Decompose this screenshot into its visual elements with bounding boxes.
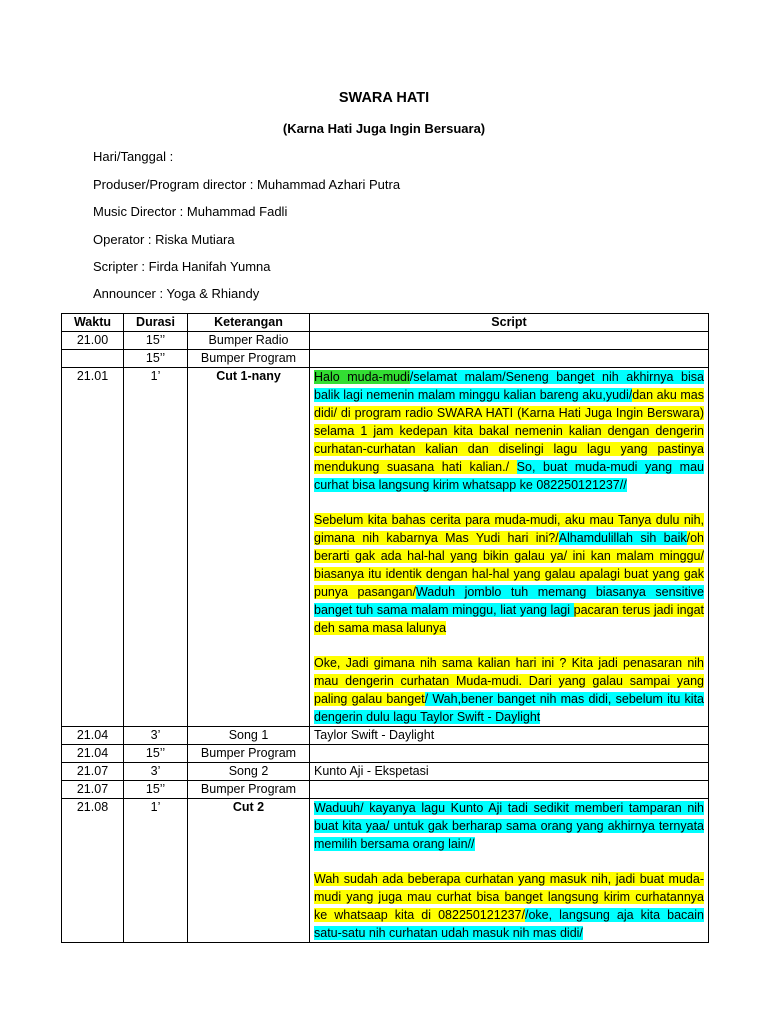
table-row	[62, 781, 709, 799]
cell-keterangan: Bumper Program	[188, 350, 310, 368]
cell-waktu: 21.07	[62, 763, 124, 781]
cell-script	[310, 350, 709, 368]
highlighted-text-segment: Wah sudah ada beberapa curhatan yang masuk nih, jadi buat muda-mudi yang juga mau curhat bisa banget langsung kirim curhatannya ke whatsaap kita di 082250121237/	[314, 872, 704, 922]
script-paragraph	[314, 511, 704, 637]
cell-durasi: 15’’	[124, 745, 188, 763]
cell-script: Kunto Aji - Ekspetasi	[310, 763, 709, 781]
cell-waktu: 21.00	[62, 332, 124, 350]
table-row-cut-1	[62, 368, 709, 727]
highlighted-text-segment: Waduuh/ kayanya lagu Kunto Aji tadi sedikit memberi tamparan nih buat kita yaa/ untuk gak berharap sama orang yang akhirnya ternyata memilih bersama orang lain//	[314, 801, 704, 851]
script-paragraph	[314, 870, 704, 942]
meta-music-director: Music Director : Muhammad Fadli	[93, 204, 288, 219]
script-paragraph	[314, 654, 704, 726]
cell-waktu: 21.01	[62, 368, 124, 727]
table-row	[62, 745, 709, 763]
cell-script	[310, 745, 709, 763]
document-subtitle: (Karna Hati Juga Ingin Bersuara)	[282, 121, 486, 136]
highlighted-text-segment: So, buat muda-mudi yang mau curhat bisa langsung kirim whatsapp ke 082250121237//	[314, 460, 704, 492]
cell-keterangan: Bumper Radio	[188, 332, 310, 350]
cell-keterangan: Bumper Program	[188, 781, 310, 799]
meta-operator: Operator : Riska Mutiara	[93, 232, 235, 247]
highlighted-text-segment: Halo muda-mudi	[314, 370, 410, 384]
header-keterangan: Keterangan	[188, 314, 310, 332]
cell-durasi: 15’’	[124, 332, 188, 350]
header-waktu: Waktu	[62, 314, 124, 332]
cell-durasi: 1’	[124, 799, 188, 943]
table-row-cut-2	[62, 799, 709, 943]
cell-durasi: 15’’	[124, 781, 188, 799]
cell-script	[310, 332, 709, 350]
cell-waktu: 21.04	[62, 745, 124, 763]
rundown-table	[61, 313, 709, 943]
meta-hari-tanggal: Hari/Tanggal :	[93, 149, 174, 164]
document-title: SWARA HATI	[338, 90, 430, 106]
cell-waktu: 21.04	[62, 727, 124, 745]
highlighted-text-segment: /oke, langsung aja kita bacain satu-satu nih curhatan udah masuk nih mas didi/	[314, 908, 704, 940]
table-row	[62, 727, 709, 745]
script-paragraph	[314, 799, 704, 853]
header-durasi: Durasi	[124, 314, 188, 332]
highlighted-text-segment: /selamat malam/Seneng banget nih akhirnya bisa balik lagi nemenin malam minggu kalian bareng aku,yudi/	[314, 370, 704, 402]
highlighted-text-segment: Sebelum kita bahas cerita para muda-mudi, aku mau Tanya dulu nih, gimana nih kabarnya Mas Yudi hari ini?/	[314, 513, 704, 545]
header-script: Script	[310, 314, 709, 332]
cell-waktu: 21.08	[62, 799, 124, 943]
cell-durasi: 15’’	[124, 350, 188, 368]
highlighted-text-segment: dan aku mas didi/ di program radio SWARA HATI (Karna Hati Juga Ingin Berswara) selama 1 jam kedepan kita bakal nemenin kalian dengan dengerin curhatan-curhatan kalian dan diselingi lagu lagu yang pastinya mendukung suasana hati kalian./	[314, 388, 704, 474]
meta-announcer: Announcer : Yoga & Rhiandy	[93, 286, 260, 301]
cell-keterangan: Cut 2	[188, 799, 310, 943]
meta-producer: Produser/Program director : Muhammad Azhari Putra	[93, 177, 401, 192]
meta-scripter: Scripter : Firda Hanifah Yumna	[93, 259, 271, 274]
cell-durasi: 3’	[124, 727, 188, 745]
cell-keterangan: Bumper Program	[188, 745, 310, 763]
cell-waktu: 21.07	[62, 781, 124, 799]
table-row	[62, 350, 709, 368]
table-header-row	[62, 314, 709, 332]
cell-keterangan: Cut 1-nany	[188, 368, 310, 727]
cell-script	[310, 781, 709, 799]
highlighted-text-segment: Oke, Jadi gimana nih sama kalian hari ini ? Kita jadi penasaran nih mau dengerin curhatan Muda-mudi. Dari yang galau sampai yang paling galau banget	[314, 656, 704, 706]
cell-keterangan: Song 1	[188, 727, 310, 745]
cell-script-cut-2	[310, 799, 709, 943]
highlighted-text-segment: Alhamdulillah sih baik	[558, 531, 687, 545]
cell-script: Taylor Swift - Daylight	[310, 727, 709, 745]
highlighted-text-segment: pacaran terus jadi ingat deh sama masa lalunya	[314, 603, 704, 635]
highlighted-text-segment: / Wah,bener banget nih mas didi, sebelum itu kita dengerin dulu lagu Taylor Swift - Daylight	[314, 692, 704, 724]
highlighted-text-segment: Waduh jomblo tuh memang biasanya sensitive banget tuh sama malam minggu, liat yang lagi	[314, 585, 704, 617]
cell-waktu	[62, 350, 124, 368]
cell-durasi: 3’	[124, 763, 188, 781]
cell-script-cut-1	[310, 368, 709, 727]
script-paragraph	[314, 368, 704, 494]
highlighted-text-segment: /oh berarti gak ada hal-hal yang bikin galau ya/ ini kan malam minggu/ biasanya itu identik dengan hal-hal yang galau apalagi buat yang gak punya pasangan/	[314, 531, 704, 599]
cell-durasi: 1’	[124, 368, 188, 727]
table-row	[62, 332, 709, 350]
cell-keterangan: Song 2	[188, 763, 310, 781]
table-row	[62, 763, 709, 781]
